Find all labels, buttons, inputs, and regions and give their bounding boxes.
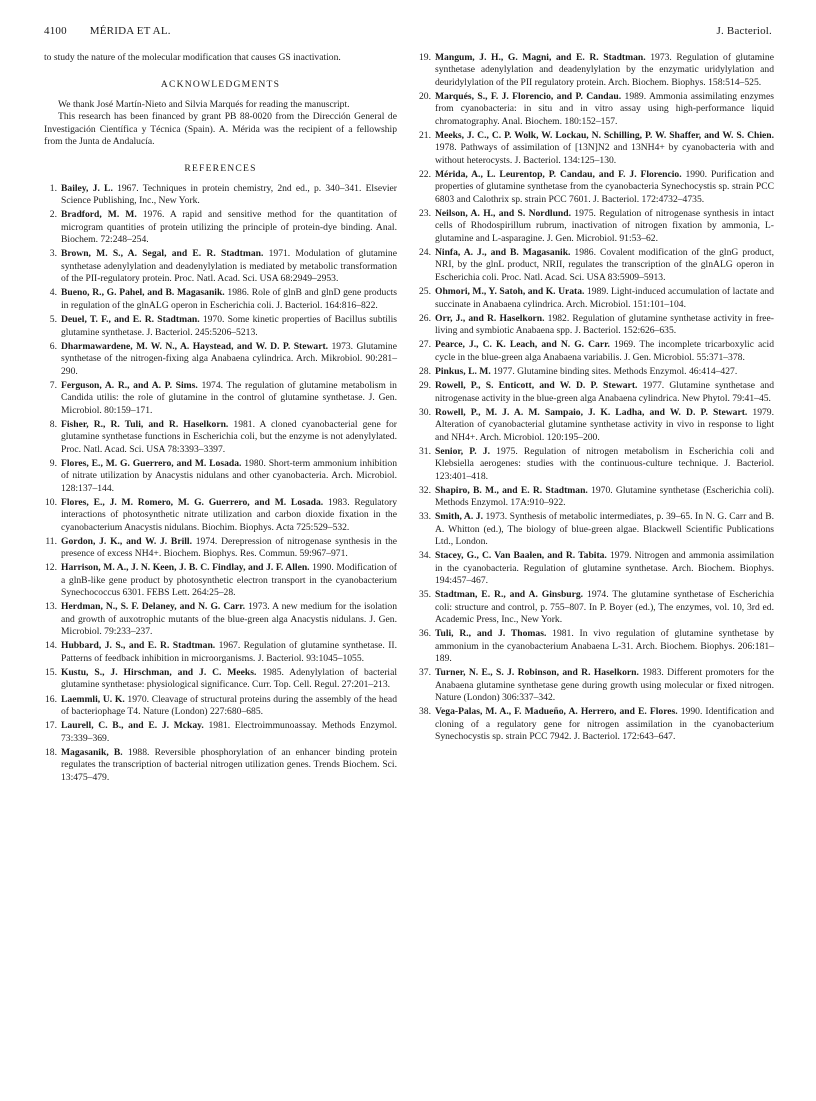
reference-number: 34. [419, 550, 431, 562]
reference-entry [44, 667, 397, 692]
references-heading: REFERENCES [184, 163, 257, 175]
reference-entry [418, 208, 774, 245]
reference-number: 22. [419, 169, 431, 181]
reference-number: 24. [419, 247, 431, 259]
reference-entry [418, 169, 774, 206]
reference-authors: Tuli, R., and J. Thomas. [435, 628, 547, 640]
reference-entry [418, 511, 774, 548]
reference-number: 27. [419, 339, 431, 351]
reference-number: 8. [49, 418, 57, 430]
page-number: 4100 [44, 25, 67, 37]
reference-authors: Ninfa, A. J., and B. Magasanik. [435, 247, 571, 259]
reference-number: 14. [45, 640, 57, 652]
reference-authors: Hubbard, J. S., and E. R. Stadtman. [61, 640, 216, 652]
reference-citation: 1981. Electroimmunoassay. Methods Enzymol. 73:339–369. [61, 720, 397, 744]
reference-authors: Bueno, R., G. Pahel, and B. Magasanik. [61, 287, 225, 299]
reference-authors: Pearce, J., C. K. Leach, and N. G. Carr. [435, 339, 610, 351]
reference-citation: 1980. Short-term ammonium inhibition of nitrate utilization by Anacystis nidulans and other cyanobacteria. Arch. Microbiol. 128:137–144. [61, 457, 397, 494]
reference-number: 35. [419, 589, 431, 601]
reference-entry [418, 706, 774, 743]
reference-citation: 1990. Identification and cloning of a regulatory gene for nitrogen assimilation in the cyanobacterium Synechocystis sp. strain PCC 7942. J. Bacteriol. 172:643–647. [435, 706, 774, 743]
reference-number: 30. [419, 406, 431, 418]
reference-entry [44, 248, 397, 285]
right-column [418, 52, 774, 745]
reference-number: 31. [419, 445, 431, 457]
reference-authors: Ferguson, A. R., and A. P. Sims. [61, 379, 198, 391]
reference-number: 33. [419, 511, 431, 523]
reference-citation: 1979. Nitrogen and ammonia assimilation in the cyanobacteria. Regulation of glutamine synthetase. Arch. Biochem. Biophys. 194:457–467. [435, 550, 774, 587]
reference-number: 11. [45, 535, 57, 547]
reference-entry [418, 446, 774, 483]
reference-entry [418, 91, 774, 128]
reference-entry [44, 209, 397, 246]
reference-number: 3. [49, 248, 57, 260]
reference-list-right [418, 52, 774, 744]
reference-authors: Turner, N. E., S. J. Robinson, and R. Haselkorn. [435, 667, 639, 679]
reference-authors: Rowell, P., M. J. A. M. Sampaio, J. K. Ladha, and W. D. P. Stewart. [435, 406, 748, 418]
reference-number: 26. [419, 312, 431, 324]
reference-citation: 1974. The regulation of glutamine metabolism in Candida utilis: the role of glutamine in the control of glutamine synthetase. J. Gen. Microbiol. 80:159–171. [61, 379, 397, 416]
reference-entry [418, 313, 774, 338]
reference-authors: Senior, P. J. [435, 445, 490, 457]
reference-number: 23. [419, 208, 431, 220]
reference-number: 18. [45, 746, 57, 758]
reference-entry [418, 130, 774, 167]
reference-authors: Ohmori, M., Y. Satoh, and K. Urata. [435, 286, 585, 298]
reference-citation: 1988. Reversible phosphorylation of an enhancer binding protein regulates the transcription of bacterial nitrogen utilization genes. Trends Biochem. Sci. 13:475–479. [61, 746, 397, 783]
reference-number: 25. [419, 286, 431, 298]
reference-entry [418, 339, 774, 364]
reference-authors: Bailey, J. L. [61, 182, 113, 194]
reference-citation: 1973. Regulation of glutamine synthetase adenylylation and deadenylylation by the enzymatic uridylylation and deuridylylation of the PII regulatory protein. Arch. Biochem. Biophys. 158:514–525. [435, 52, 774, 88]
reference-authors: Flores, E., J. M. Romero, M. G. Guerrero, and M. Losada. [61, 496, 324, 508]
reference-number: 38. [419, 706, 431, 718]
reference-entry [44, 747, 397, 784]
reference-number: 28. [419, 365, 431, 377]
reference-authors: Mérida, A., L. Leurentop, P. Candau, and F. J. Florencio. [435, 169, 682, 181]
reference-citation: 1969. The incomplete tricarboxylic acid cycle in the blue-green alga Anabaena variabilis. J. Gen. Microbiol. 55:371–378. [435, 339, 774, 363]
reference-number: 6. [49, 340, 57, 352]
reference-entry [44, 314, 397, 339]
reference-authors: Rowell, P., S. Enticott, and W. D. P. Stewart. [435, 380, 638, 392]
reference-entry [418, 407, 774, 444]
reference-number: 2. [49, 209, 57, 221]
acknowledgment-paragraph: We thank José Martín-Nieto and Silvia Marqués for reading the manuscript. [58, 98, 350, 110]
reference-number: 16. [45, 693, 57, 705]
reference-entry [418, 485, 774, 510]
reference-authors: Flores, E., M. G. Guerrero, and M. Losada. [61, 457, 242, 469]
reference-authors: Laemmli, U. K. [61, 693, 125, 705]
reference-number: 12. [45, 562, 57, 574]
reference-entry [44, 536, 397, 561]
reference-citation: 1967. Regulation of glutamine synthetase. II. Patterns of feedback inhibition in microorganisms. J. Bacteriol. 93:1045–1055. [61, 640, 397, 664]
reference-citation: 1986. Covalent modification of the glnG product, NRI, by the glnL product, NRII, regulates the transcription of the glnALG operon in Escherichia coli. Proc. Natl. Acad. Sci. USA 83:5909–5913. [435, 247, 774, 283]
reference-authors: Deuel, T. F., and E. R. Stadtman. [61, 314, 200, 326]
reference-entry [44, 380, 397, 417]
reference-entry [44, 419, 397, 456]
reference-entry [418, 366, 774, 378]
reference-number: 19. [419, 52, 431, 63]
reference-number: 9. [49, 457, 57, 469]
reference-citation: 1990. Purification and properties of glutamine synthetase from the cyanobacteria Synechocystis sp. strain PCC 6803 and Calothrix sp. strain PCC 7601. J. Bacteriol. 172:4732–4735. [435, 169, 774, 205]
reference-citation: 1970. Some kinetic properties of Bacillus subtilis glutamine synthetase. J. Bacteriol. 245:5206–5213. [61, 314, 397, 338]
journal-name: J. Bacteriol. [716, 25, 772, 37]
running-title: MÉRIDA ET AL. [89, 25, 171, 37]
intro-tail-paragraph: to study the nature of the molecular modification that causes GS inactivation. [44, 52, 341, 63]
reference-number: 29. [419, 380, 431, 392]
left-column [44, 52, 397, 786]
reference-citation: 1983. Regulatory interactions of photosynthetic nitrate utilization and carbon dioxide fixation in the cyanobacterium Anacystis nidulans. Biochim. Biophys. Acta 725:529–532. [61, 496, 398, 533]
reference-citation: 1973. Synthesis of metabolic intermediates, p. 39–65. In N. G. Carr and B. A. Whitton (ed.), The biology of blue-green algae. Blackwell Scientific Publications Ltd., London. [435, 511, 774, 548]
reference-entry [44, 601, 397, 638]
reference-number: 4. [49, 287, 57, 299]
reference-authors: Vega-Palas, M. A., F. Madueño, A. Herrero, and E. Flores. [435, 706, 678, 718]
acknowledgments-heading: ACKNOWLEDGMENTS [160, 79, 281, 91]
reference-citation: 1973. Glutamine synthetase of the nitrogen-fixing alga Anabaena cylindrica. Arch. Mikrobiol. 90:281–290. [61, 340, 397, 377]
reference-number: 37. [419, 667, 431, 679]
reference-citation: 1971. Modulation of glutamine synthetase adenylylation and deadenylylation is mediated by metabolic transformation of the PII-regulatory protein. Proc. Natl. Acad. Sci. USA 68:2949–2953. [61, 248, 397, 285]
reference-entry [44, 562, 397, 599]
reference-entry [418, 550, 774, 587]
reference-citation: 1976. A rapid and sensitive method for the quantitation of microgram quantities of protein utilizing the principle of protein-dye binding. Anal. Biochem. 72:248–254. [61, 209, 397, 246]
reference-citation: 1974. The glutamine synthetase of Escherichia coli: structure and control, p. 755–807. In P. Boyer (ed.), The enzymes, vol. 10, 3rd ed. Academic Press, Inc., New York. [435, 589, 775, 626]
reference-entry [418, 667, 774, 704]
reference-entry [44, 497, 397, 534]
reference-authors: Magasanik, B. [61, 746, 123, 758]
reference-authors: Neilson, A. H., and S. Nordlund. [435, 208, 571, 220]
reference-authors: Harrison, M. A., J. N. Keen, J. B. C. Findlay, and J. F. Allen. [61, 562, 310, 574]
reference-number: 32. [419, 484, 431, 496]
reference-entry [418, 628, 774, 665]
reference-entry [44, 183, 397, 208]
reference-citation: 1983. Different promoters for the Anabaena glutamine synthetase gene during growth using molecular or fixed nitrogen. Nature (London) 306:337–342. [435, 667, 774, 704]
reference-citation: 1970. Cleavage of structural proteins during the assembly of the head of bacteriophage T4. Nature (London) 227:680–685. [61, 693, 397, 718]
reference-number: 17. [45, 720, 57, 732]
reference-entry [44, 458, 397, 495]
reference-authors: Shapiro, B. M., and E. R. Stadtman. [435, 484, 588, 496]
reference-authors: Gordon, J. K., and W. J. Brill. [61, 535, 192, 547]
reference-number: 5. [49, 314, 57, 326]
reference-citation: 1974. Derepression of nitrogenase synthesis in the presence of excess NH4+. Biochem. Biophys. Res. Commun. 59:967–971. [61, 535, 397, 560]
reference-number: 15. [45, 667, 57, 679]
reference-authors: Smith, A. J. [435, 511, 483, 523]
reference-citation: 1981. In vivo regulation of glutamine synthetase by ammonium in the cyanobacterium Anabaena L-31. Arch. Biochem. Biophys. 206:181–189. [435, 628, 775, 665]
reference-authors: Meeks, J. C., C. P. Wolk, W. Lockau, N. Schilling, P. W. Shaffer, and W. S. Chien. [435, 130, 774, 142]
reference-citation: 1977. Glutamine synthetase and nitrogenase activity in the blue-green alga Anabaena cylindrica. New Phytol. 79:41–45. [435, 380, 774, 404]
reference-citation: 1981. A cloned cyanobacterial gene for glutamine synthetase functions in Escherichia coli, but the enzyme is not adenylylated. Proc. Natl. Acad. Sci. USA 78:3393–3397. [61, 418, 397, 455]
reference-citation: 1977. Glutamine binding sites. Methods Enzymol. 46:414–427. [493, 365, 738, 377]
reference-entry [44, 341, 397, 378]
reference-authors: Pinkus, L. M. [435, 365, 491, 377]
reference-entry [418, 247, 774, 284]
reference-citation: 1989. Light-induced accumulation of lactate and succinate in Anabaena cylindrica. Arch. Microbiol. 151:101–104. [435, 286, 774, 310]
reference-entry [418, 52, 774, 89]
reference-citation: 1985. Adenylylation of bacterial glutamine synthetase: physiological significance. Curr. Top. Cell. Regul. 27:201–213. [61, 667, 398, 691]
reference-authors: Mangum, J. H., G. Magni, and E. R. Stadtman. [435, 52, 646, 63]
reference-number: 10. [45, 496, 57, 508]
reference-citation: 1982. Regulation of glutamine synthetase activity in free-living and symbiotic Anabaena spp. J. Bacteriol. 152:626–635. [435, 312, 774, 337]
reference-number: 21. [419, 130, 431, 142]
running-header-left [44, 25, 171, 37]
reference-authors: Herdman, N., S. F. Delaney, and N. G. Carr. [61, 601, 246, 613]
reference-citation: 1970. Glutamine synthetase (Escherichia coli). Methods Enzymol. 17A:910–922. [435, 484, 775, 509]
reference-entry [44, 287, 397, 312]
reference-number: 13. [45, 601, 57, 613]
reference-list-left [44, 183, 397, 784]
reference-entry [44, 720, 397, 745]
reference-authors: Stacey, G., C. Van Baalen, and R. Tabita. [435, 550, 607, 562]
reference-number: 1. [49, 182, 57, 194]
reference-authors: Brown, M. S., A. Segal, and E. R. Stadtman. [61, 248, 264, 260]
reference-number: 7. [49, 379, 57, 391]
reference-entry [418, 589, 774, 626]
reference-entry [418, 380, 774, 405]
reference-citation: 1986. Role of glnB and glnD gene products in regulation of the glnALG operon in Escherichia coli. J. Bacteriol. 164:816–822. [61, 287, 397, 311]
reference-authors: Stadtman, E. R., and A. Ginsburg. [435, 589, 584, 601]
reference-entry [418, 286, 774, 311]
reference-entry [44, 640, 397, 665]
reference-citation: 1967. Techniques in protein chemistry, 2nd ed., p. 340–341. Elsevier Science Publishing, Inc., New York. [61, 182, 397, 207]
reference-number: 20. [419, 91, 431, 103]
reference-authors: Bradford, M. M. [61, 209, 137, 221]
reference-citation: 1973. A new medium for the isolation and growth of auxotrophic mutants of the blue-green alga Anacystis nidulans. J. Gen. Microbiol. 79:233–237. [61, 601, 397, 638]
reference-authors: Marqués, S., F. J. Florencio, and P. Candau. [435, 91, 622, 103]
reference-citation: 1975. Regulation of nitrogenase synthesis in intact cells of Rhodospirillum rubrum, inactivation of nitrogen fixation by ammonia, L-glutamine and L-asparagine. J. Gen. Microbiol. 91:53–62. [435, 208, 774, 244]
reference-authors: Orr, J., and R. Haselkorn. [435, 312, 545, 324]
reference-authors: Kustu, S., J. Hirschman, and J. C. Meeks. [61, 667, 257, 679]
reference-entry [44, 694, 397, 719]
reference-citation: 1975. Regulation of nitrogen metabolism in Escherichia coli and Klebsiella aerogenes: studies with the continuous-culture technique. J. Bacteriol. 123:401–418. [435, 445, 775, 482]
reference-authors: Fisher, R., R. Tuli, and R. Haselkorn. [61, 418, 229, 430]
reference-citation: 1978. Pathways of assimilation of [13N]N2 and 13NH4+ by cyanobacteria with and without heterocysts. J. Bacteriol. 134:125–130. [435, 142, 774, 166]
reference-citation: 1989. Ammonia assimilating enzymes from cyanobacteria: in situ and in vitro assay using high-performance liquid chromatography. Anal. Biochem. 180:152–157. [435, 91, 774, 127]
reference-number: 36. [419, 628, 431, 640]
reference-citation: 1990. Modification of a glnB-like gene product by photosynthetic electron transport in the cyanobacterium Synechococcus 6301. FEBS Lett. 264:25–28. [61, 562, 397, 599]
reference-citation: 1979. Alteration of cyanobacterial glutamine synthetase activity in vivo in response to light and NH4+. Arch. Microbiol. 120:195–200. [435, 406, 774, 443]
reference-authors: Laurell, C. B., and E. J. Mckay. [61, 720, 204, 732]
reference-authors: Dharmawardene, M. W. N., A. Haystead, and W. D. P. Stewart. [61, 340, 329, 352]
acknowledgment-paragraph: This research has been financed by grant PB 88-0020 from the Dirección General de Investigación Científica y Técnica (Spain). A. Mérida was the recipient of a fellowship from the Junta de Andalucía. [44, 111, 397, 148]
